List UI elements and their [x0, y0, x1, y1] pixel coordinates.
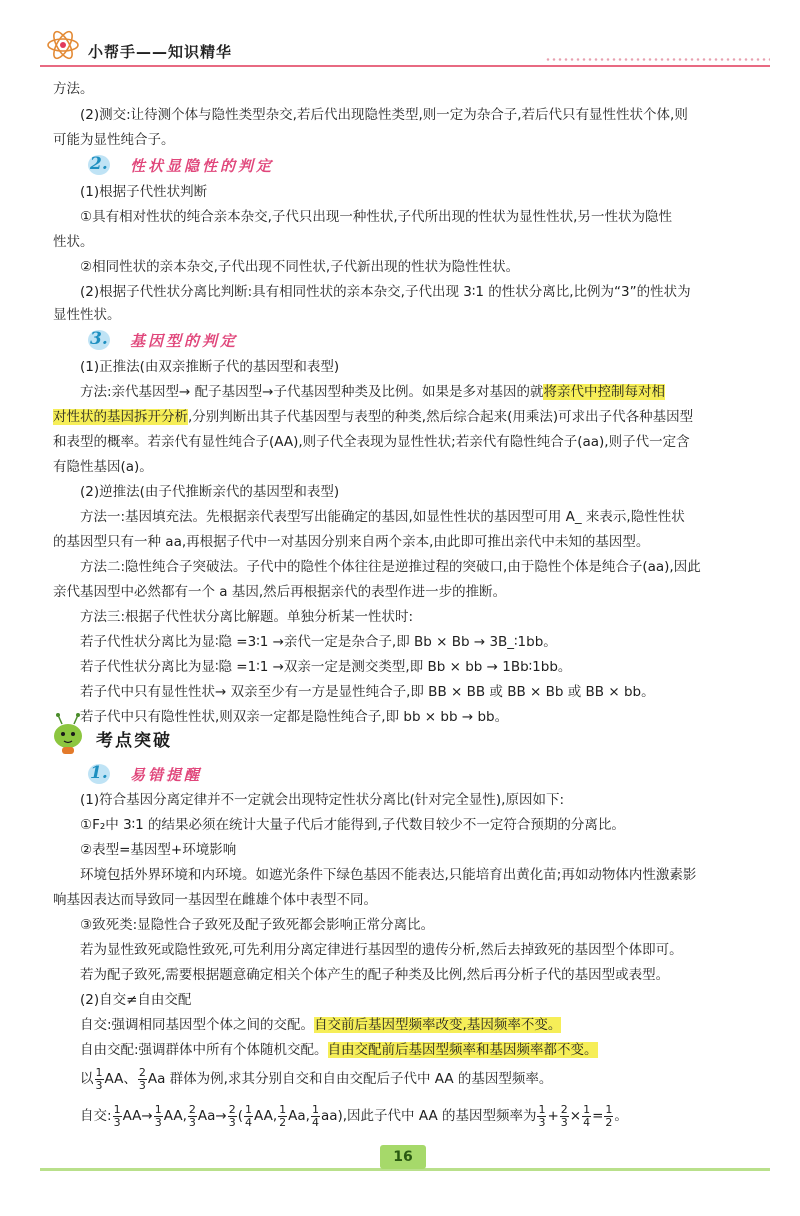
fraction-denominator: 3 — [154, 1115, 162, 1129]
text-line: 方法二:隐性纯合子突破法。子代中的隐性个体往往是逆推过程的突破口,由于隐性个体是纯合子(aa),因此 — [80, 559, 701, 575]
text-line: 环境包括外界环境和内环境。如遮光条件下绿色基因不能表达,只能培育出黄化苗;再如动物体内性激素影 — [80, 867, 697, 883]
fraction-one-quarter — [244, 1104, 253, 1129]
fraction-numerator: 1 — [583, 1102, 591, 1116]
fraction-numerator: 1 — [605, 1102, 613, 1116]
page-header — [0, 0, 800, 70]
fraction-numerator: 2 — [138, 1065, 146, 1079]
text-line: 若子代性状分离比为显∶隐 =3∶1 →亲代一定是杂合子,即 Bb × Bb → 3B_∶1bb。 — [80, 634, 557, 650]
fraction-numerator: 1 — [311, 1102, 319, 1116]
fraction-denominator: 3 — [188, 1115, 196, 1129]
text-span: aa),因此子代中 AA 的基因型频率为 — [320, 1108, 537, 1124]
text-line: 若为配子致死,需要根据题意确定相关个体产生的配子种类及比例,然后再分析子代的基因型或表型。 — [80, 967, 670, 983]
fraction-denominator: 3 — [95, 1078, 103, 1092]
section-title: 基因型的判定 — [130, 332, 239, 350]
fraction-denominator: 2 — [605, 1115, 613, 1129]
fraction-one-third — [537, 1104, 546, 1129]
section-title: 易错提醒 — [130, 766, 203, 784]
section-number-badge — [87, 152, 121, 178]
text-line: 若子代中只有显性性状→ 双亲至少有一方是显性纯合子,即 BB × BB 或 BB × Bb 或 BB × bb。 — [80, 684, 655, 700]
header-rule — [40, 65, 770, 67]
text-span: 。 — [614, 1108, 628, 1124]
text-line: ③致死类:显隐性合子致死及配子致死都会影响正常分离比。 — [80, 917, 435, 933]
section-number: 2. — [90, 154, 108, 174]
section-heading: 考点突破 — [96, 731, 172, 751]
text-span: 自交:强调相同基因型个体之间的交配。 — [80, 1017, 315, 1033]
header-title: 小帮手——知识精华 — [88, 43, 233, 61]
fraction-two-thirds — [188, 1104, 197, 1129]
math-line — [80, 1065, 765, 1093]
fraction-denominator: 3 — [560, 1115, 568, 1129]
text-span: Aa, — [288, 1108, 310, 1124]
fraction-two-thirds — [138, 1067, 147, 1092]
fraction-one-half — [278, 1104, 287, 1129]
text-line: ②表型=基因型+环境影响 — [80, 842, 237, 858]
fraction-one-half — [604, 1104, 613, 1129]
text-line — [53, 408, 765, 426]
text-span: 方法:亲代基因型→ 配子基因型→子代基因型种类及比例。如果是多对基因的就 — [80, 384, 544, 400]
text-line — [80, 383, 765, 401]
text-line: 方法三:根据子代性状分离比解题。单独分析某一性状时: — [80, 609, 414, 625]
text-span: AA, — [163, 1108, 187, 1124]
section-number-badge — [87, 327, 121, 353]
highlighted-text: 对性状的基因拆开分析 — [53, 409, 188, 425]
text-line: (2)自交≠自由交配 — [80, 992, 192, 1008]
fraction-numerator: 1 — [538, 1102, 546, 1116]
fraction-two-thirds — [228, 1104, 237, 1129]
text-span: 自由交配:强调群体中所有个体随机交配。 — [80, 1042, 328, 1058]
fraction-numerator: 1 — [244, 1102, 252, 1116]
text-span: 以 — [80, 1071, 94, 1087]
fraction-one-quarter — [582, 1104, 591, 1129]
text-line: 有隐性基因(a)。 — [53, 459, 153, 475]
text-line: 性状。 — [53, 234, 94, 250]
text-line: ①具有相对性状的纯合亲本杂交,子代只出现一种性状,子代所出现的性状为显性性状,另一性状为隐性 — [80, 209, 672, 225]
text-line: (1)根据子代性状判断 — [80, 184, 208, 200]
fraction-denominator: 3 — [228, 1115, 236, 1129]
text-line — [80, 1041, 765, 1059]
text-line: (2)逆推法(由子代推断亲代的基因型和表型) — [80, 484, 340, 500]
fraction-one-third — [95, 1067, 104, 1092]
text-line: 显性性状。 — [53, 307, 121, 323]
text-line: 方法。 — [53, 81, 94, 97]
fraction-numerator: 1 — [279, 1102, 287, 1116]
text-line: 可能为显性纯合子。 — [53, 132, 175, 148]
math-line — [80, 1102, 765, 1130]
mascot-icon — [48, 712, 90, 756]
text-line: ②相同性状的亲本杂交,子代出现不同性状,子代新出现的性状为隐性性状。 — [80, 259, 520, 275]
text-line: 和表型的概率。若亲代有显性纯合子(AA),则子代全表现为显性性状;若亲代有隐性纯合子(aa),则子代一定含 — [53, 434, 690, 450]
highlighted-text: 自交前后基因型频率改变,基因频率不变。 — [314, 1017, 562, 1033]
fraction-numerator: 2 — [188, 1102, 196, 1116]
page-number: 16 — [380, 1145, 426, 1169]
fraction-numerator: 1 — [154, 1102, 162, 1116]
text-span: Aa→ — [197, 1108, 227, 1124]
text-line: 的基因型只有一种 aa,再根据子代中一对基因分别来自两个亲本,由此即可推出亲代中未知的基因型。 — [53, 534, 650, 550]
text-line: (1)符合基因分离定律并不一定就会出现特定性状分离比(针对完全显性),原因如下: — [80, 792, 564, 808]
fraction-numerator: 2 — [228, 1102, 236, 1116]
header-dots — [545, 58, 770, 61]
text-line: 亲代基因型中必然都有一个 a 基因,然后再根据亲代的表型作进一步的推断。 — [53, 584, 507, 600]
text-span: AA、 — [104, 1071, 137, 1087]
text-span: Aa 群体为例,求其分别自交和自由交配后子代中 AA 的基因型频率。 — [147, 1071, 553, 1087]
text-line: 若为显性致死或隐性致死,可先利用分离定律进行基因型的遗传分析,然后去掉致死的基因型个体即可。 — [80, 942, 683, 958]
fraction-denominator: 4 — [583, 1115, 591, 1129]
text-span: × — [569, 1108, 582, 1124]
highlighted-text: 自由交配前后基因型频率和基因频率都不变。 — [327, 1042, 598, 1058]
fraction-one-quarter — [311, 1104, 320, 1129]
text-span: 自交: — [80, 1108, 112, 1124]
text-span: AA→ — [122, 1108, 153, 1124]
text-line: 若子代中只有隐性性状,则双亲一定都是隐性纯合子,即 bb × bb → bb。 — [80, 709, 509, 725]
text-span: ,分别判断出其子代基因型与表型的种类,然后综合起来(用乘法)可求出子代各种基因型 — [188, 409, 694, 425]
text-line: (1)正推法(由双亲推断子代的基因型和表型) — [80, 359, 340, 375]
text-line: 响基因表达而导致同一基因型在雌雄个体中表型不同。 — [53, 892, 377, 908]
text-line: (2)根据子代性状分离比判断:具有相同性状的亲本杂交,子代出现 3∶1 的性状分离比,比例为“3”的性状为 — [80, 284, 691, 300]
text-line: (2)测交:让待测个体与隐性类型杂交,若后代出现隐性类型,则一定为杂合子,若后代只有显性性状个体,则 — [80, 107, 688, 123]
fraction-denominator: 3 — [138, 1078, 146, 1092]
fraction-one-third — [113, 1104, 122, 1129]
fraction-denominator: 2 — [279, 1115, 287, 1129]
section-number-badge — [87, 761, 121, 787]
text-line — [80, 1016, 765, 1034]
text-span: = — [592, 1108, 604, 1124]
fraction-denominator: 4 — [311, 1115, 319, 1129]
text-span: ( — [237, 1108, 243, 1124]
section-number: 1. — [90, 763, 108, 783]
fraction-denominator: 3 — [113, 1115, 121, 1129]
fraction-numerator: 1 — [113, 1102, 121, 1116]
section-number: 3. — [90, 329, 108, 349]
fraction-denominator: 4 — [244, 1115, 252, 1129]
fraction-numerator: 1 — [95, 1065, 103, 1079]
fraction-numerator: 2 — [560, 1102, 568, 1116]
highlighted-text: 将亲代中控制每对相 — [543, 384, 665, 400]
text-span: AA, — [253, 1108, 278, 1124]
atom-logo-icon — [46, 30, 80, 60]
fraction-one-third — [154, 1104, 163, 1129]
section-title: 性状显隐性的判定 — [130, 157, 275, 175]
text-span: + — [547, 1108, 559, 1124]
text-line: 方法一:基因填充法。先根据亲代表型写出能确定的基因,如显性性状的基因型可用 A_ 来表示,隐性性状 — [80, 509, 685, 525]
fraction-two-thirds — [560, 1104, 569, 1129]
fraction-denominator: 3 — [538, 1115, 546, 1129]
text-line: 若子代性状分离比为显∶隐 =1∶1 →双亲一定是测交类型,即 Bb × bb → 1Bb∶1bb。 — [80, 659, 572, 675]
text-line: ①F₂中 3∶1 的结果必须在统计大量子代后才能得到,子代数目较少不一定符合预期的分离比。 — [80, 817, 625, 833]
